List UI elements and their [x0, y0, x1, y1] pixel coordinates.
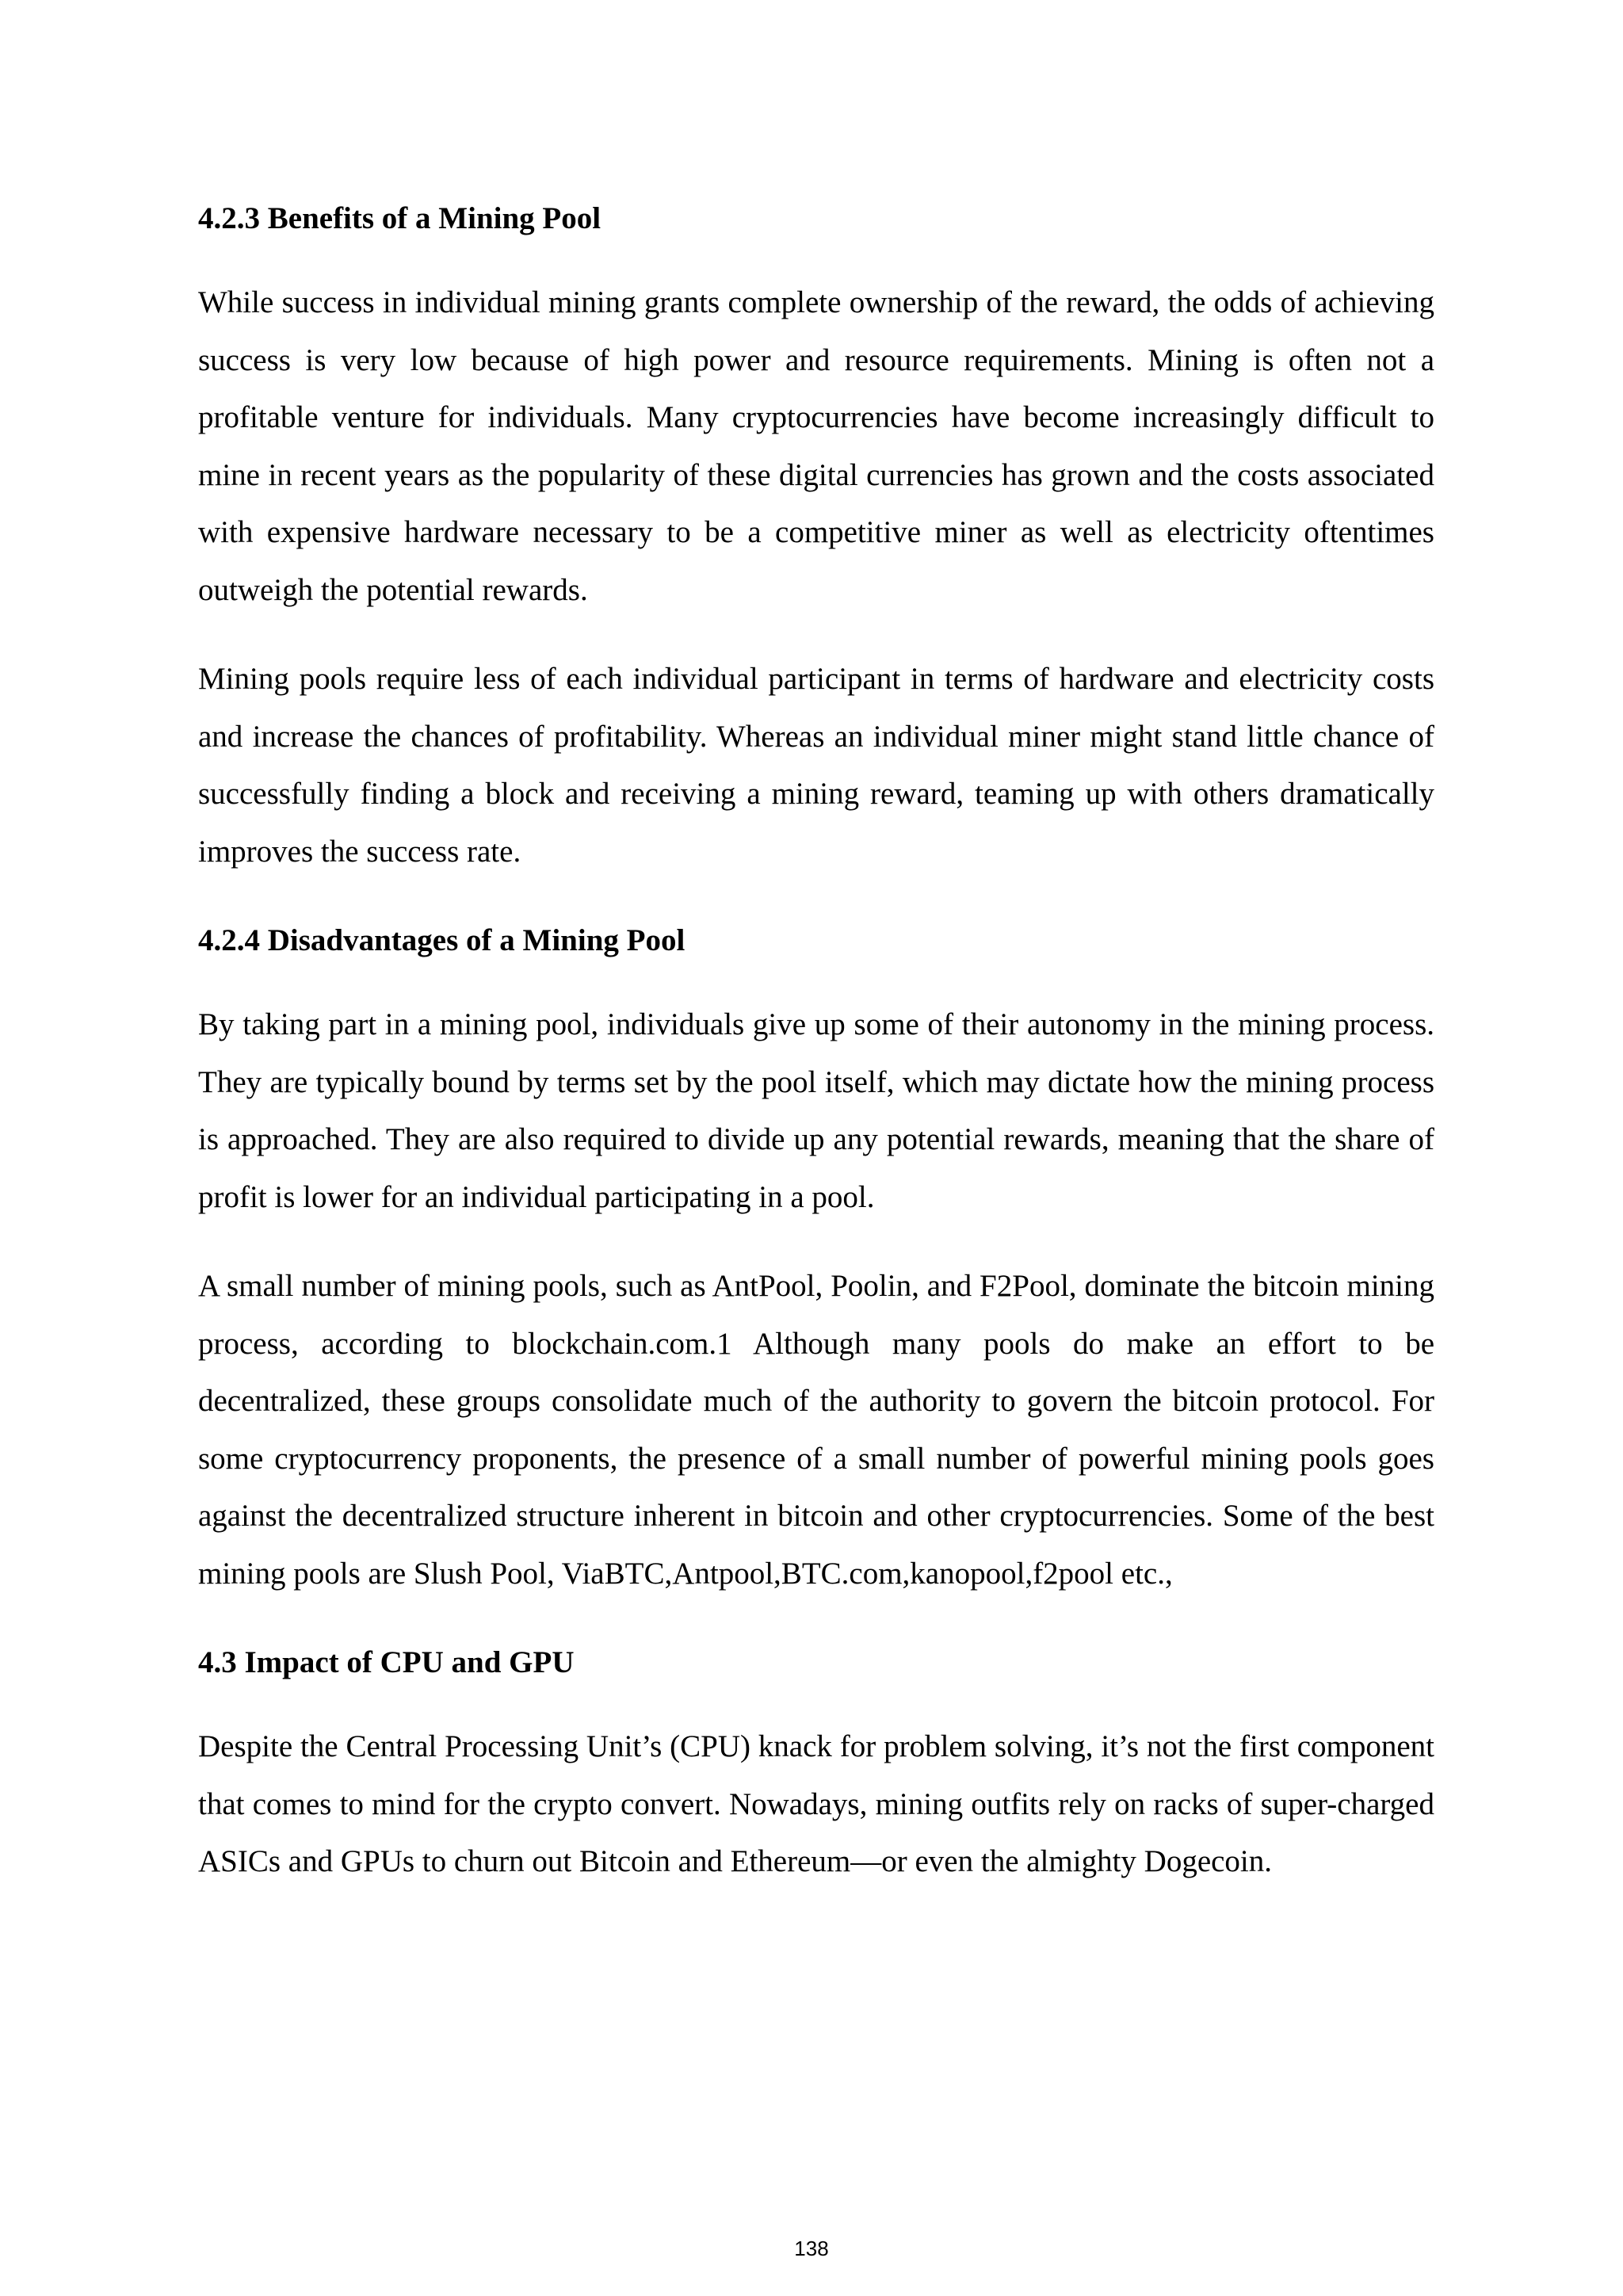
section-heading-benefits: 4.2.3 Benefits of a Mining Pool	[198, 201, 601, 235]
paragraph-benefits-2: Mining pools require less of each individual participant in terms of hardware and electricity costs and increase the chances of profitability. Whereas an individual miner might stand little chance of successfully finding a block and receiving a mining reward, teaming up with others dramatically improves the success rate.	[198, 662, 1434, 869]
paragraph-disadvantages-2: A small number of mining pools, such as AntPool, Poolin, and F2Pool, dominate the bitcoin mining process, according to blockchain.com.1 Although many pools do make an effort to be decentralized, these groups consolidate much of the authority to govern the bitcoin protocol. For some cryptocurrency proponents, the presence of a small number of powerful mining pools goes against the decentralized structure inherent in bitcoin and other cryptocurrencies. Some of the best mining pools are Slush Pool, ViaBTC,Antpool,BTC.com,kanopool,f2pool etc.,	[198, 1269, 1434, 1591]
paragraph-cpu-gpu-1: Despite the Central Processing Unit’s (CPU) knack for problem solving, it’s not the first component that comes to mind for the crypto convert. Nowadays, mining outfits rely on racks of super-charged ASICs and GPUs to churn out Bitcoin and Ethereum—or even the almighty Dogecoin.	[198, 1729, 1434, 1878]
page-number: 138	[794, 2237, 829, 2260]
section-heading-disadvantages: 4.2.4 Disadvantages of a Mining Pool	[198, 923, 685, 957]
section-heading-cpu-gpu: 4.3 Impact of CPU and GPU	[198, 1645, 575, 1679]
paragraph-benefits-1: While success in individual mining grants complete ownership of the reward, the odds of achieving success is very low because of high power and resource requirements. Mining is often not a profitable venture for individuals. Many cryptocurrencies have become increasingly difficult to mine in recent years as the popularity of these digital currencies has grown and the costs associated with expensive hardware necessary to be a competitive miner as well as electricity oftentimes outweigh the potential rewards.	[198, 285, 1434, 607]
paragraph-disadvantages-1: By taking part in a mining pool, individuals give up some of their autonomy in the mining process. They are typically bound by terms set by the pool itself, which may dictate how the mining process is approached. They are also required to divide up any potential rewards, meaning that the share of profit is lower for an individual participating in a pool.	[198, 1007, 1434, 1214]
document-page	[198, 190, 1434, 1923]
